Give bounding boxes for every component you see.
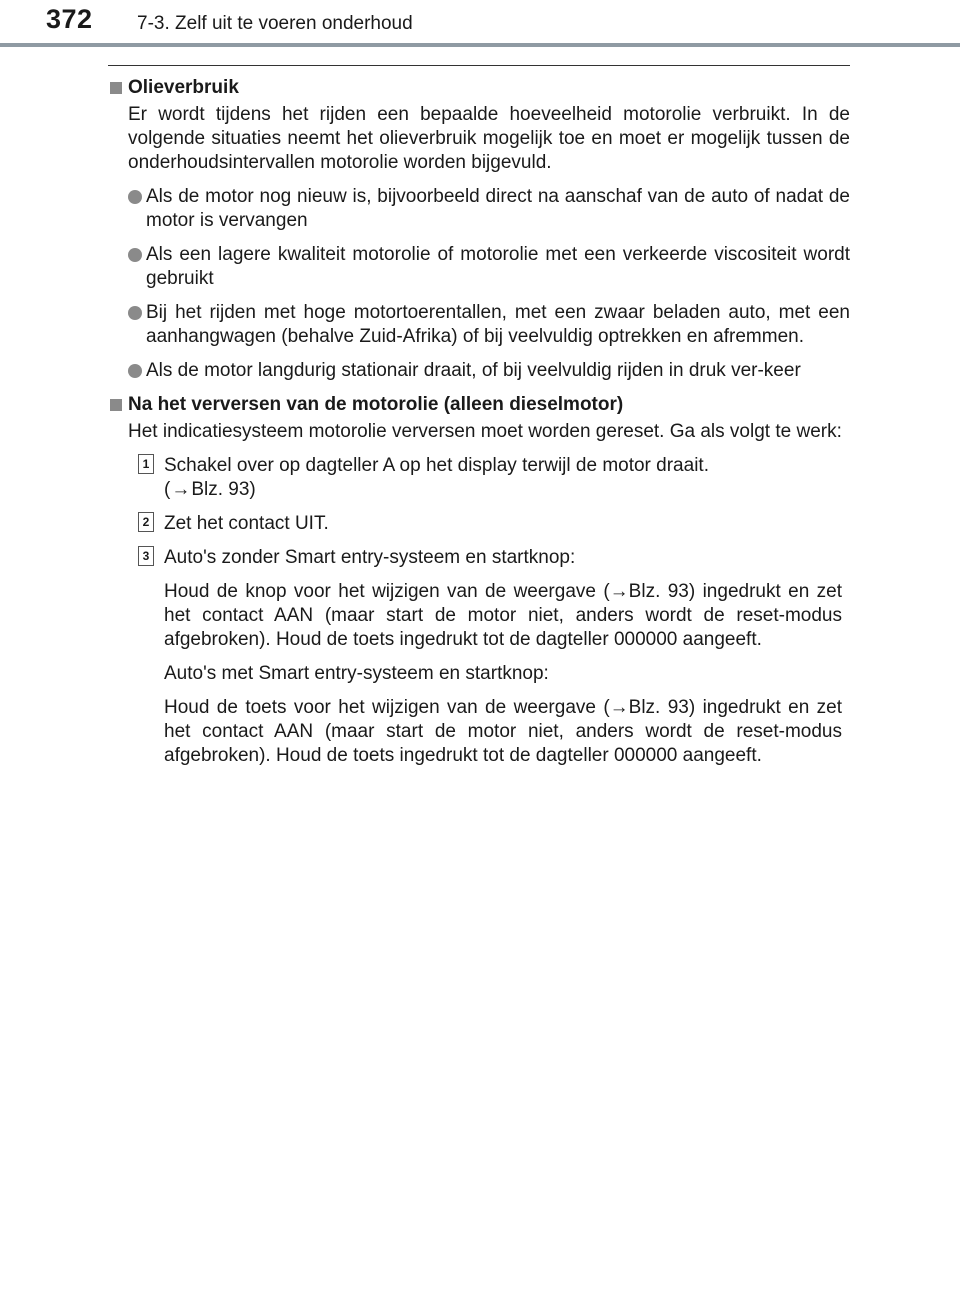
- round-bullet-icon: [128, 306, 142, 320]
- section-heading-oil-change: [108, 393, 850, 417]
- list-item: [108, 359, 850, 383]
- intro-paragraph: Het indicatiesysteem motorolie verversen moet worden gereset. Ga als volgt te werk:: [128, 421, 842, 442]
- step-text: Auto's zonder Smart entry-systeem en startknop:: [164, 547, 576, 568]
- round-bullet-icon: [128, 248, 142, 262]
- section-divider: [108, 65, 850, 66]
- header-rule: [0, 43, 960, 47]
- section-heading-olieverbruik: [108, 76, 850, 100]
- list-item-text: Als de motor nog nieuw is, bijvoorbeeld direct na aanschaf van de auto of nadat de motor is vervangen: [146, 186, 850, 231]
- round-bullet-icon: [128, 190, 142, 204]
- step-ref-open: (: [164, 479, 171, 500]
- chapter-title: 7-3. Zelf uit te voeren onderhoud: [137, 13, 413, 34]
- round-bullet-icon: [128, 364, 142, 378]
- step-item: [108, 546, 850, 570]
- step-detail-paragraph: Houd de toets voor het wijzigen van de weergave (→Blz. 93) ingedrukt en zet het contact AAN (maar start de motor niet, anders wordt de reset-modus afgebroken). Houd de toets ingedrukt tot de dagteller 000000 aangeeft.: [164, 697, 842, 766]
- step-detail-paragraph: Auto's met Smart entry-systeem en startknop:: [164, 663, 549, 684]
- list-item: [108, 243, 850, 291]
- list-item-text: Als een lagere kwaliteit motorolie of motorolie met een verkeerde viscositeit wordt gebruikt: [146, 244, 850, 289]
- step-number-badge: 1: [138, 454, 154, 474]
- square-bullet-icon: [110, 82, 122, 94]
- step-ref-text: Blz. 93): [191, 479, 256, 500]
- list-item: [108, 185, 850, 233]
- heading-text: Olieverbruik: [128, 77, 239, 98]
- step-number-badge: 2: [138, 512, 154, 532]
- step-detail-paragraph: Houd de knop voor het wijzigen van de weergave (→Blz. 93) ingedrukt en zet het contact AAN (maar start de motor niet, anders wordt de reset-modus afgebroken). Houd de toets ingedrukt tot de dagteller 000000 aangeeft.: [164, 581, 842, 650]
- list-item-text: Bij het rijden met hoge motortoerentallen, met een zwaar beladen auto, met een aanhangwagen (behalve Zuid-Afrika) of bij veelvuldig optrekken en afremmen.: [146, 302, 850, 347]
- step-number-badge: 3: [138, 546, 154, 566]
- list-item: [108, 301, 850, 349]
- heading-text: Na het verversen van de motorolie (alleen dieselmotor): [128, 394, 624, 415]
- square-bullet-icon: [110, 399, 122, 411]
- step-text: Zet het contact UIT.: [164, 513, 329, 534]
- intro-paragraph: Er wordt tijdens het rijden een bepaalde hoeveelheid motorolie verbruikt. In de volgende situaties neemt het olieverbruik mogelijk toe en moet er mogelijk tussen de onderhoudsintervallen motorolie worden bijgevuld.: [128, 104, 850, 173]
- step-text: Schakel over op dagteller A op het display terwijl de motor draait.: [164, 455, 709, 476]
- step-item: [108, 454, 850, 502]
- page-content: [108, 76, 850, 778]
- right-arrow-icon: →: [171, 479, 191, 500]
- page-header: [0, 0, 960, 48]
- step-item: [108, 512, 850, 536]
- list-item-text: Als de motor langdurig stationair draait, of bij veelvuldig rijden in druk ver-keer: [146, 360, 801, 381]
- page-number: 372: [46, 4, 93, 34]
